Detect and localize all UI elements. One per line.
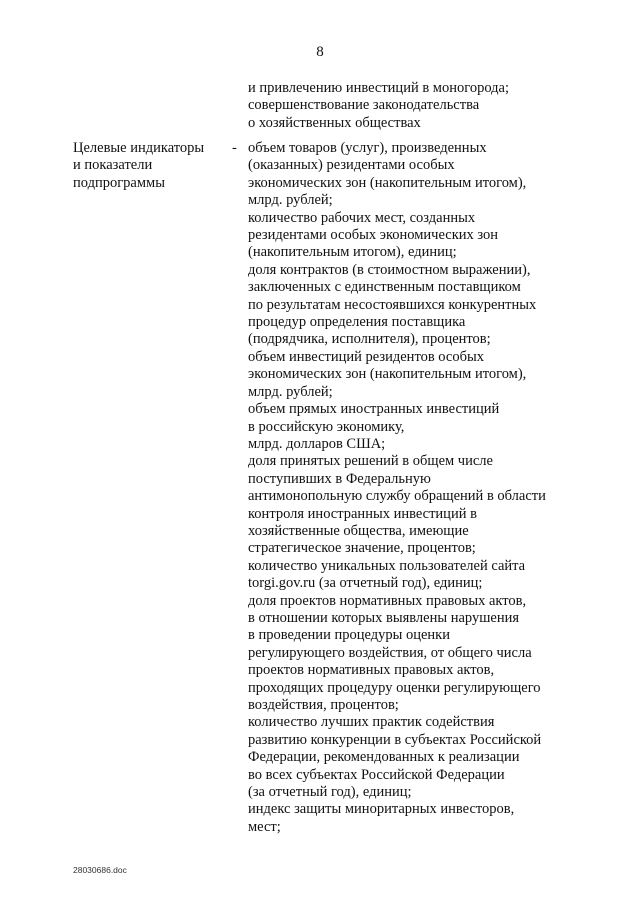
text-line: экономических зон (накопительным итогом), bbox=[248, 174, 527, 191]
text-line: млрд. рублей; bbox=[248, 383, 333, 400]
text-line: доля контрактов (в стоимостном выражении), bbox=[248, 261, 531, 278]
text-line: регулирующего воздействия, от общего числа bbox=[248, 644, 532, 661]
text-line: Федерации, рекомендованных к реализации bbox=[248, 749, 520, 766]
text-line: объем товаров (услуг), произведенных bbox=[248, 140, 487, 156]
text-line: доля проектов нормативных правовых актов, bbox=[248, 592, 527, 609]
text-line: проектов нормативных правовых актов, bbox=[248, 662, 495, 679]
text-line: (оказанных) резидентами особых bbox=[248, 157, 455, 174]
text-line: млрд. рублей; bbox=[248, 192, 333, 209]
text-line: воздействия, процентов; bbox=[248, 697, 399, 713]
page-number: 8 bbox=[316, 44, 324, 60]
text-line: мест; bbox=[248, 818, 281, 835]
continuation-text bbox=[248, 80, 578, 132]
text-line: поступивших в Федеральную bbox=[248, 470, 431, 487]
section-label bbox=[73, 140, 223, 192]
text-line: torgi.gov.ru (за отчетный год), единиц; bbox=[248, 575, 483, 592]
footer-filename: 28030686.doc bbox=[73, 865, 127, 875]
text-line: в проведении процедуры оценки bbox=[248, 627, 450, 644]
label-dash: - bbox=[232, 140, 237, 156]
text-line: количество лучших практик содействия bbox=[248, 714, 495, 731]
text-line: млрд. долларов США; bbox=[248, 435, 386, 452]
text-line: в российскую экономику, bbox=[248, 418, 405, 435]
text-line: (накопительным итогом), единиц; bbox=[248, 244, 457, 261]
text-line: по результатам несостоявшихся конкурентных bbox=[248, 296, 537, 313]
text-line: объем прямых иностранных инвестиций bbox=[248, 401, 500, 418]
text-line: экономических зон (накопительным итогом), bbox=[248, 366, 527, 383]
label-line: Целевые индикаторы bbox=[73, 140, 205, 156]
text-line: количество рабочих мест, созданных bbox=[248, 209, 476, 226]
text-line: доля принятых решений в общем числе bbox=[248, 453, 493, 470]
indicators-text bbox=[248, 140, 578, 836]
text-line: хозяйственные общества, имеющие bbox=[248, 522, 469, 539]
text-line: о хозяйственных обществах bbox=[248, 114, 421, 131]
text-line: объем инвестиций резидентов особых bbox=[248, 348, 484, 365]
text-line: индекс защиты миноритарных инвесторов, bbox=[248, 801, 515, 818]
text-line: контроля иностранных инвестиций в bbox=[248, 505, 477, 522]
text-line: стратегическое значение, процентов; bbox=[248, 540, 476, 557]
text-line: во всех субъектах Российской Федерации bbox=[248, 766, 505, 783]
text-line: резидентами особых экономических зон bbox=[248, 227, 499, 244]
text-line: и привлечению инвестиций в моногорода; bbox=[248, 80, 510, 96]
text-line: совершенствование законодательства bbox=[248, 97, 480, 114]
text-line: (за отчетный год), единиц; bbox=[248, 784, 412, 801]
text-line: антимонопольную службу обращений в области bbox=[248, 488, 546, 505]
label-line: и показатели bbox=[73, 157, 153, 174]
text-line: развитию конкуренции в субъектах Российской bbox=[248, 731, 542, 748]
text-line: количество уникальных пользователей сайта bbox=[248, 557, 526, 574]
text-line: в отношении которых выявлены нарушения bbox=[248, 609, 520, 626]
text-line: проходящих процедуру оценки регулирующего bbox=[248, 679, 541, 696]
text-line: процедур определения поставщика bbox=[248, 314, 466, 331]
text-line: (подрядчика, исполнителя), процентов; bbox=[248, 331, 491, 348]
label-line: подпрограммы bbox=[73, 174, 165, 191]
text-line: заключенных с единственным поставщиком bbox=[248, 279, 521, 296]
